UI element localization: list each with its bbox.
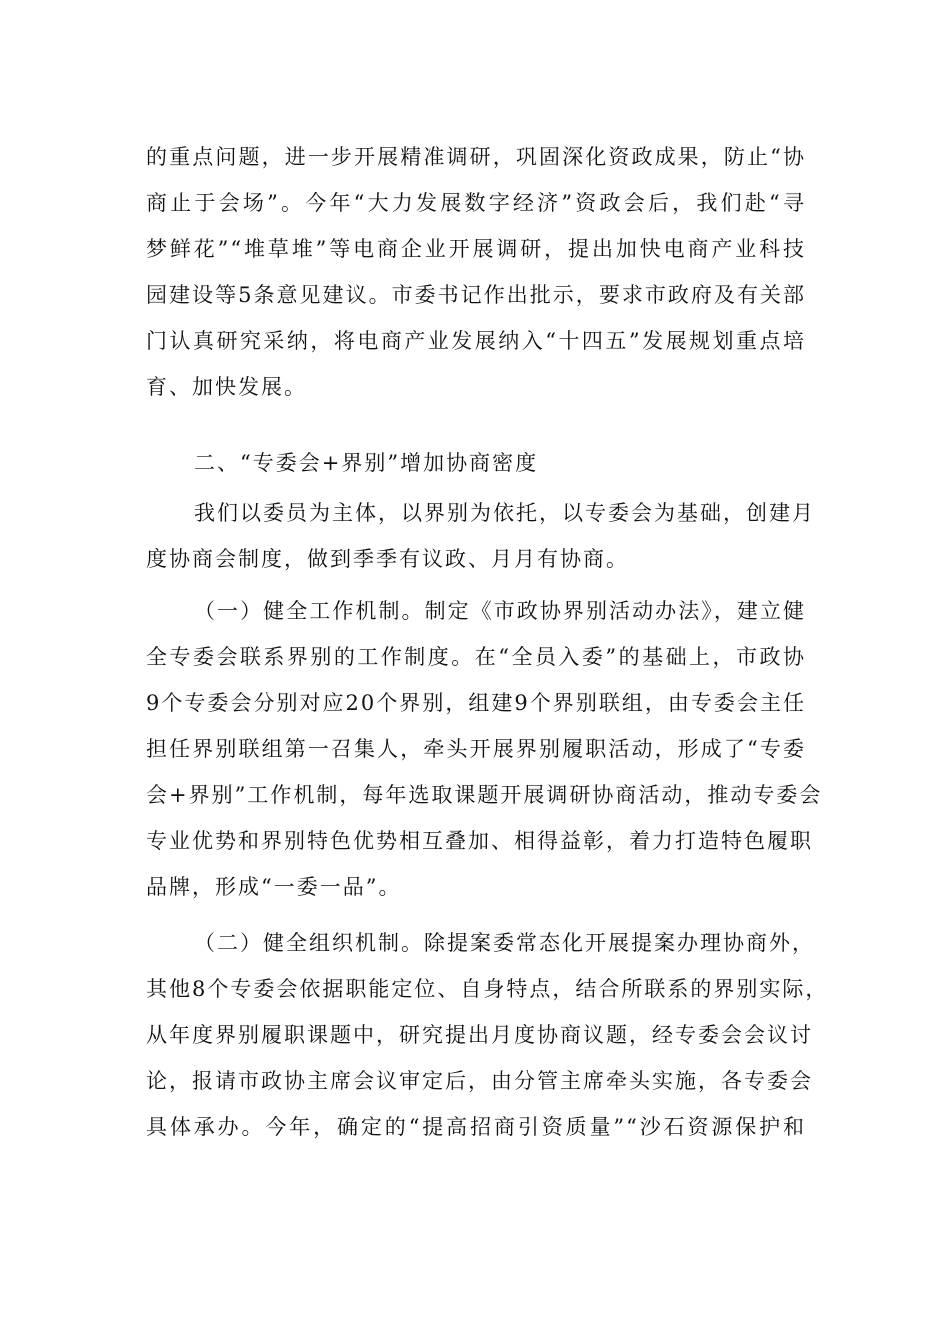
section-heading-block [146,440,806,486]
text-line: 门认真研究采纳，将电商产业发展纳入“十四五”发展规划重点培 [146,329,806,353]
text-line: 我们以委员为主体，以界别为依托，以专委会为基础，创建月 [194,501,815,525]
text-line: 度协商会制度，做到季季有议政、月月有协商。 [146,547,629,571]
text-line: 园建设等5条意见建议。市委书记作出批示，要求市政府及有关部 [146,283,806,307]
text-line: 商止于会场”。今年“大力发展数字经济”资政会后，我们赴“寻 [146,191,806,215]
text-line: 9个专委会分别对应20个界别，组建9个界别联组，由专委会主任 [146,691,806,715]
body-text [146,134,806,410]
text-line: 品牌，形成“一委一品”。 [146,875,402,899]
text-line: 梦鲜花”“堆草堆”等电商企业开展调研，提出加快电商产业科技 [146,237,806,261]
text-line: 育、加快发展。 [146,375,307,399]
text-line: 担任界别联组第一召集人，牵头开展界别履职活动，形成了“专委 [146,737,806,761]
text-line: 专业优势和界别特色优势相互叠加、相得益彰，着力打造特色履职 [146,829,813,853]
text-line: 具体承办。今年，确定的“提高招商引资质量”“沙石资源保护和 [146,1115,806,1139]
text-line: （二）健全组织机制。除提案委常态化开展提案办理协商外， [194,931,815,955]
section-heading: 二、“专委会+界别”增加协商密度 [194,451,539,475]
text-line: 其他8个专委会依据职能定位、自身特点，结合所联系的界别实际， [146,977,829,1001]
text-line: 会+界别”工作机制，每年选取课题开展调研协商活动，推动专委会 [146,783,823,807]
text-line: （一）健全工作机制。制定《市政协界别活动办法》，建立健 [194,599,806,623]
text-line: 全专委会联系界别的工作制度。在“全员入委”的基础上，市政协 [146,645,806,669]
text-line: 从年度界别履职课题中，研究提出月度协商议题，经专委会会议讨 [146,1023,813,1047]
text-line: 的重点问题，进一步开展精准调研，巩固深化资政成果，防止“协 [146,145,806,169]
body-text [146,490,815,582]
body-text [146,920,829,1150]
body-text [146,588,823,910]
text-line: 论，报请市政协主席会议审定后，由分管主席牵头实施，各专委会 [146,1069,813,1093]
